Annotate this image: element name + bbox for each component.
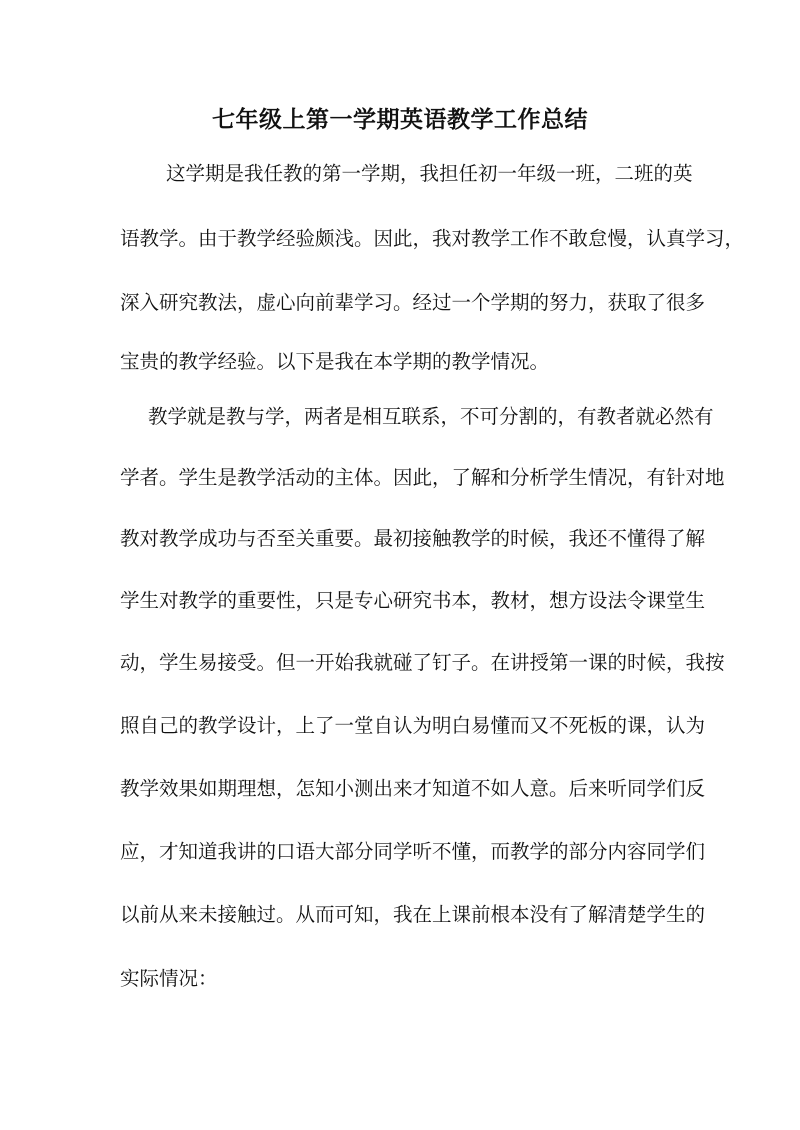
paragraph-2-line-5: 动，学生易接受。但一开始我就碰了钉子。在讲授第一课的时候，我按 xyxy=(120,651,725,674)
paragraph-2-line-1: 教学就是教与学，两者是相互联系，不可分割的，有教者就必然有 xyxy=(148,405,714,428)
paragraph-1-line-1: 这学期是我任教的第一学期，我担任初一年级一班，二班的英 xyxy=(166,162,693,185)
paragraph-1-line-2: 语教学。由于教学经验颇浅。因此，我对教学工作不敢怠慢，认真学习， xyxy=(120,227,745,250)
paragraph-2-line-10: 实际情况： xyxy=(120,967,218,990)
paragraph-2-line-7: 教学效果如期理想，怎知小测出来才知道不如人意。后来听同学们反 xyxy=(120,777,706,800)
paragraph-1-line-4: 宝贵的教学经验。以下是我在本学期的教学情况。 xyxy=(120,350,550,373)
paragraph-2-line-4: 学生对教学的重要性，只是专心研究书本，教材，想方设法令课堂生 xyxy=(120,589,706,612)
paragraph-2-line-3: 教对教学成功与否至关重要。最初接触教学的时候，我还不懂得了解 xyxy=(120,527,706,550)
paragraph-1-line-3: 深入研究教法，虚心向前辈学习。经过一个学期的努力，获取了很多 xyxy=(120,291,706,314)
paragraph-2-line-9: 以前从来未接触过。从而可知，我在上课前根本没有了解清楚学生的 xyxy=(120,903,706,926)
paragraph-2-line-2: 学者。学生是教学活动的主体。因此，了解和分析学生情况，有针对地 xyxy=(120,466,725,489)
paragraph-2-line-6: 照自己的教学设计，上了一堂自认为明白易懂而又不死板的课，认为 xyxy=(120,714,706,737)
paragraph-2-line-8: 应，才知道我讲的口语大部分同学听不懂，而教学的部分内容同学们 xyxy=(120,840,706,863)
page-title: 七年级上第一学期英语教学工作总结 xyxy=(212,106,588,133)
